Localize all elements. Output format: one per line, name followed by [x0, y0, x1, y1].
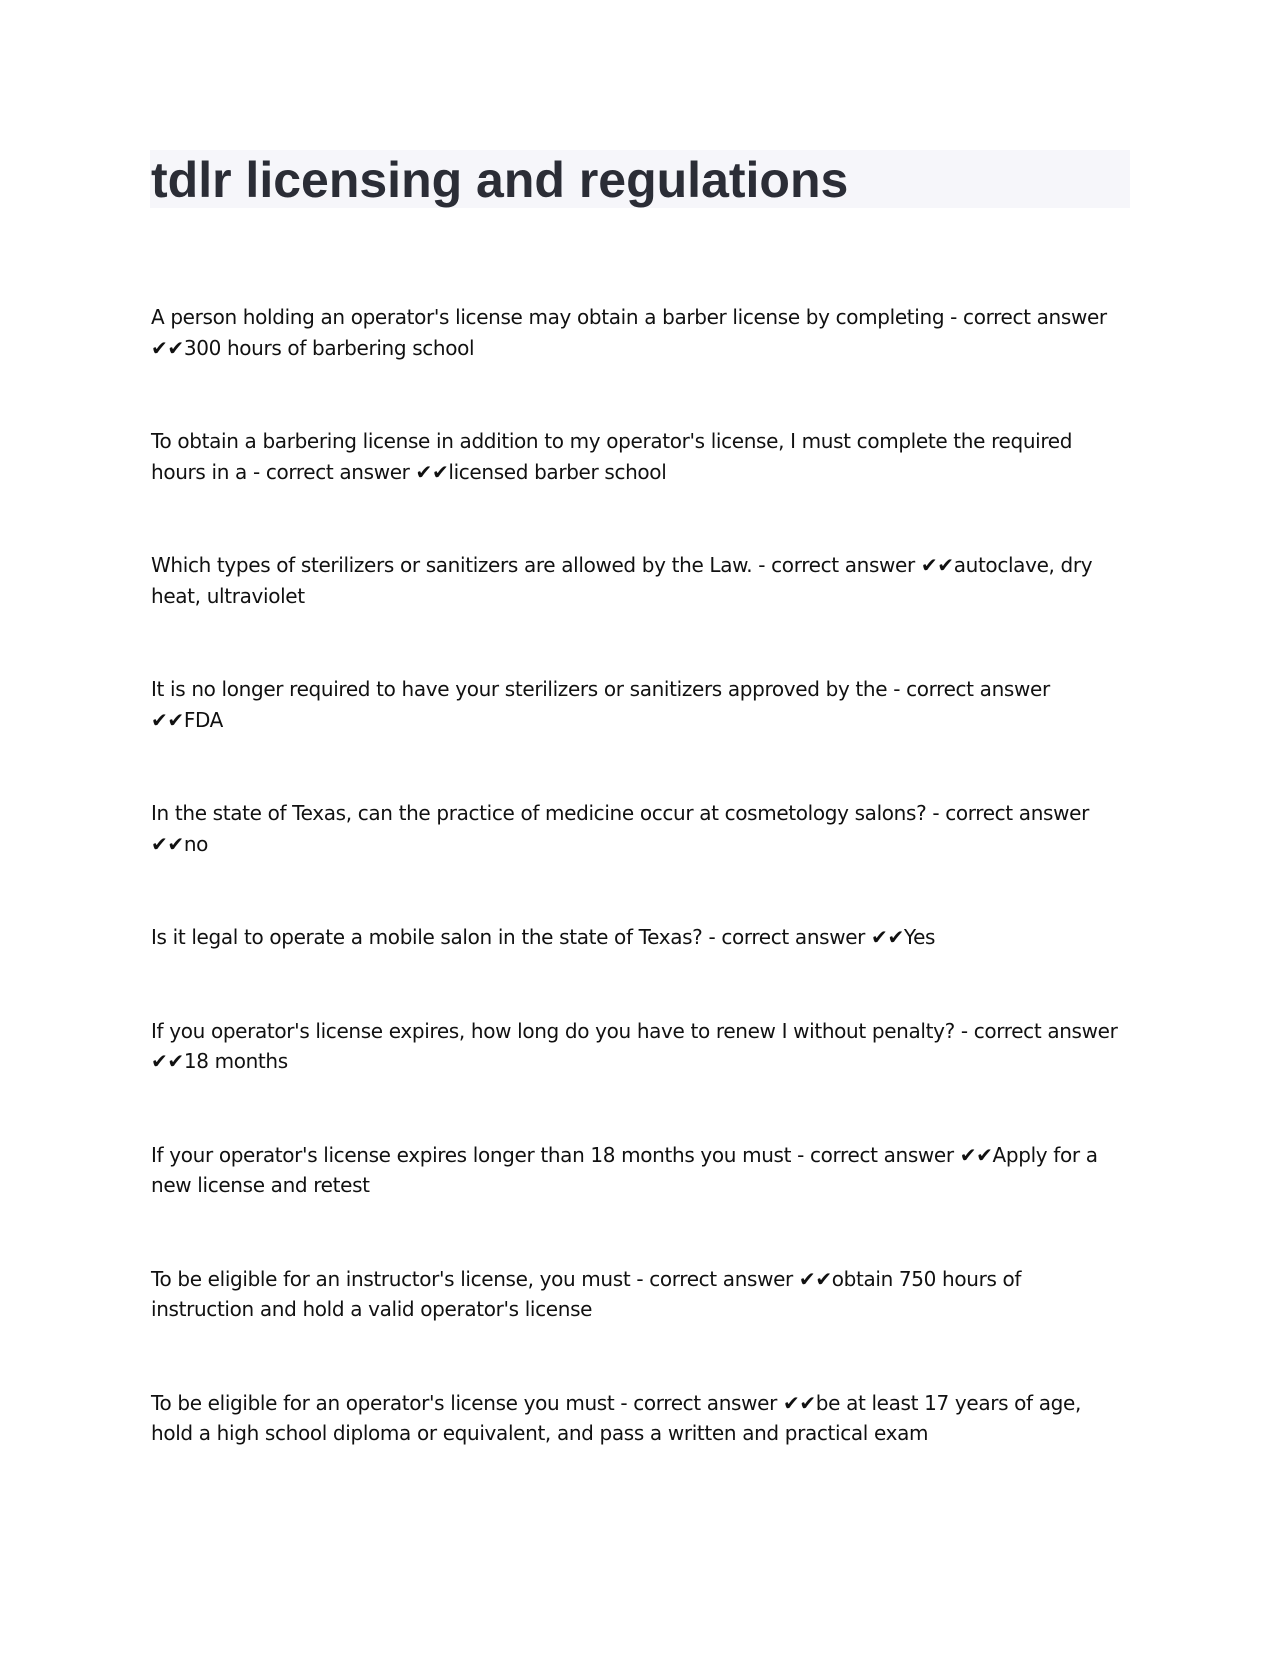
qa-item: If your operator's license expires longer than 18 months you must - correct answer ✔✔Apply for a new license and retest: [151, 1142, 1098, 1197]
qa-item: Is it legal to operate a mobile salon in the state of Texas? - correct answer ✔✔Yes: [151, 925, 936, 949]
qa-item: If you operator's license expires, how long do you have to renew I without penalty? - correct answer ✔✔18 months: [151, 1018, 1118, 1073]
document-title: tdlr licensing and regulations: [151, 152, 849, 208]
qa-item: It is no longer required to have your sterilizers or sanitizers approved by the - correct answer ✔✔FDA: [151, 677, 1050, 732]
qa-item: To be eligible for an operator's license you must - correct answer ✔✔be at least 17 years of age, hold a high school diploma or equivalent, and pass a written and practical exam: [151, 1390, 1081, 1445]
qa-item: A person holding an operator's license may obtain a barber license by completing - correct answer ✔✔300 hours of barbering school: [151, 305, 1107, 360]
qa-item: In the state of Texas, can the practice of medicine occur at cosmetology salons? - correct answer ✔✔no: [151, 801, 1089, 856]
qa-item: Which types of sterilizers or sanitizers are allowed by the Law. - correct answer ✔✔autoclave, dry heat, ultraviolet: [151, 553, 1093, 608]
qa-list: [151, 302, 1126, 1449]
qa-item: To be eligible for an instructor's license, you must - correct answer ✔✔obtain 750 hours of instruction and hold a valid operator's license: [151, 1266, 1022, 1321]
qa-item: To obtain a barbering license in addition to my operator's license, I must complete the required hours in a - correct answer ✔✔licensed barber school: [151, 429, 1073, 484]
